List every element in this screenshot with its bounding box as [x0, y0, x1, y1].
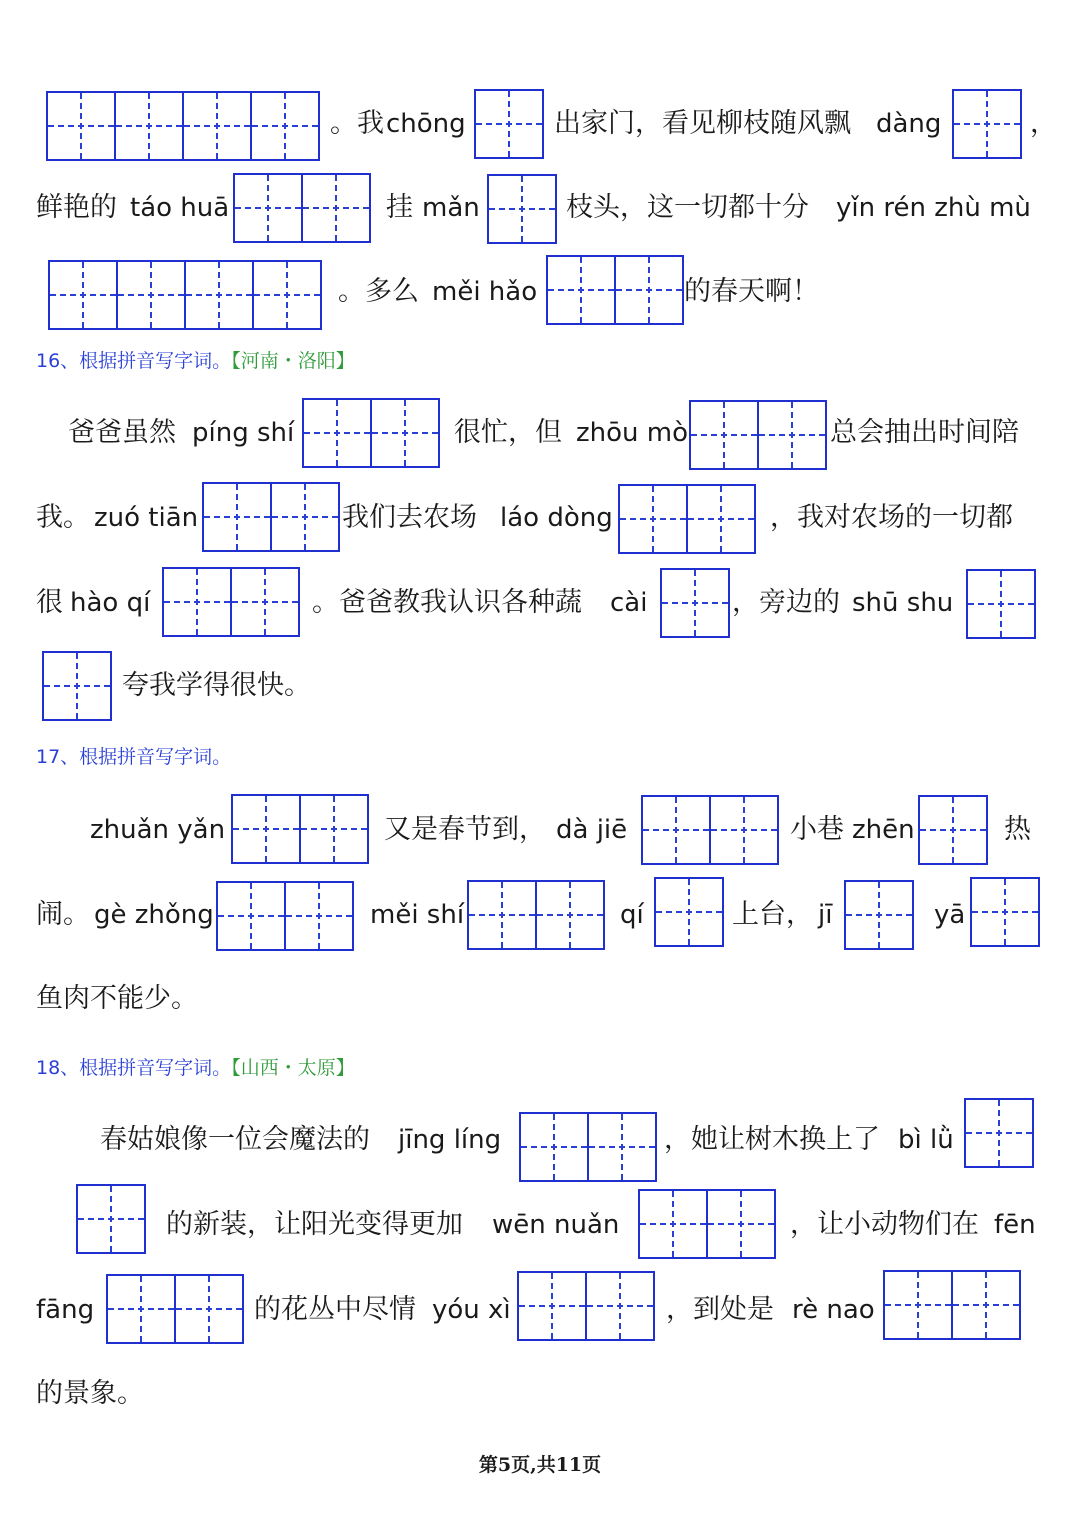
- text: 的春天啊！: [684, 276, 819, 307]
- text: 的景象。: [36, 1378, 144, 1409]
- pinyin: dàng: [876, 109, 942, 139]
- answer-grid-2[interactable]: [231, 794, 367, 862]
- source-tag: 【河南・洛阳】: [231, 350, 355, 372]
- pinyin: rè nao: [792, 1295, 875, 1325]
- answer-grid-2[interactable]: [546, 255, 682, 323]
- answer-grid-2[interactable]: [618, 484, 754, 552]
- pinyin: mǎn: [422, 193, 480, 223]
- text: ，我对农场的一切都: [770, 502, 1013, 533]
- text: ，让小动物们在: [790, 1209, 979, 1240]
- pinyin: zhēn: [852, 815, 915, 845]
- text: 很忙，但: [454, 417, 562, 448]
- answer-grid-2[interactable]: [519, 1112, 655, 1180]
- answer-grid-1[interactable]: [966, 569, 1034, 637]
- question-heading: [36, 347, 355, 375]
- source-tag: 【山西・太原】: [231, 1057, 355, 1079]
- pinyin: wēn nuǎn: [492, 1210, 620, 1240]
- text: ，: [1030, 108, 1057, 139]
- pinyin: shū shu: [852, 588, 954, 618]
- text: 枝头，这一切都十分: [566, 192, 809, 223]
- pinyin: jī: [818, 900, 833, 930]
- pinyin: dà jiē: [556, 815, 628, 845]
- answer-grid-1[interactable]: [970, 877, 1038, 945]
- heading-text: 18、根据拼音写字词。: [36, 1057, 232, 1079]
- answer-grid-2[interactable]: [883, 1270, 1019, 1338]
- answer-grid-1[interactable]: [964, 1098, 1032, 1166]
- text: 。多么: [338, 276, 419, 307]
- pinyin: gè zhǒng: [94, 900, 214, 930]
- pinyin: yā: [934, 900, 966, 930]
- text: 鱼肉不能少。: [36, 983, 198, 1014]
- answer-grid-2[interactable]: [638, 1189, 774, 1257]
- pinyin: fāng: [36, 1295, 95, 1325]
- answer-grid-1[interactable]: [660, 568, 728, 636]
- answer-grid-2[interactable]: [467, 880, 603, 948]
- text: 我。: [36, 502, 90, 533]
- pinyin: zuó tiān: [94, 503, 199, 533]
- text: ，旁边的: [732, 587, 840, 618]
- question-heading: [36, 1054, 355, 1082]
- answer-grid-2[interactable]: [641, 795, 777, 863]
- answer-grid-1[interactable]: [487, 174, 555, 242]
- text: 。爸爸教我认识各种蔬: [312, 587, 582, 618]
- answer-grid-4[interactable]: [48, 260, 320, 328]
- pinyin: táo huā: [130, 193, 230, 223]
- page-number: 第5页,共11页: [478, 1454, 602, 1476]
- pinyin: láo dòng: [500, 503, 613, 533]
- answer-grid-1[interactable]: [42, 651, 110, 719]
- answer-grid-2[interactable]: [517, 1271, 653, 1339]
- answer-grid-1[interactable]: [952, 89, 1020, 157]
- pinyin: bì lǜ: [898, 1125, 954, 1155]
- text: 又是春节到，: [384, 814, 546, 845]
- text: 小巷: [790, 814, 844, 845]
- text: 热: [1004, 814, 1031, 845]
- text: 上台，: [732, 899, 813, 930]
- text: 总会抽出时间陪: [830, 417, 1019, 448]
- pinyin: jīng líng: [398, 1125, 502, 1155]
- pinyin: měi hǎo: [432, 277, 538, 307]
- text: 鲜艳的: [36, 192, 117, 223]
- pinyin: yǐn rén zhù mù: [836, 193, 1031, 223]
- text: 出家门，看见柳枝随风飘: [554, 108, 851, 139]
- text: 闹。: [36, 899, 90, 930]
- pinyin: chōng: [386, 109, 466, 139]
- heading-text: 16、根据拼音写字词。: [36, 350, 232, 372]
- text: 。我: [330, 108, 384, 139]
- answer-grid-1[interactable]: [844, 880, 912, 948]
- text: 挂: [386, 192, 413, 223]
- answer-grid-1[interactable]: [76, 1184, 144, 1252]
- text: 夸我学得很快。: [122, 670, 311, 701]
- text: 很: [36, 587, 63, 618]
- text: 的花丛中尽情: [254, 1294, 416, 1325]
- pinyin: qí: [620, 900, 644, 930]
- pinyin: hào qí: [70, 588, 151, 618]
- text: 爸爸虽然: [68, 417, 176, 448]
- pinyin: píng shí: [192, 418, 295, 448]
- text: ，她让树木换上了: [664, 1124, 880, 1155]
- pinyin: měi shí: [370, 900, 465, 930]
- pinyin: fēn: [994, 1210, 1036, 1240]
- text: 我们去农场: [342, 502, 477, 533]
- answer-grid-2[interactable]: [302, 398, 438, 466]
- answer-grid-2[interactable]: [162, 567, 298, 635]
- pinyin: zhōu mò: [576, 418, 689, 448]
- answer-grid-1[interactable]: [654, 877, 722, 945]
- pinyin: yóu xì: [432, 1295, 511, 1325]
- answer-grid-2[interactable]: [216, 881, 352, 949]
- question-heading: [36, 743, 231, 771]
- answer-grid-2[interactable]: [202, 482, 338, 550]
- heading-text: 17、根据拼音写字词。: [36, 746, 232, 768]
- pinyin: cài: [610, 588, 648, 618]
- text: 春姑娘像一位会魔法的: [100, 1124, 370, 1155]
- text: 的新装，让阳光变得更加: [166, 1209, 463, 1240]
- answer-grid-4[interactable]: [46, 91, 318, 159]
- answer-grid-2[interactable]: [689, 400, 825, 468]
- answer-grid-2[interactable]: [106, 1274, 242, 1342]
- answer-grid-2[interactable]: [233, 173, 369, 241]
- answer-grid-1[interactable]: [474, 89, 542, 157]
- pinyin: zhuǎn yǎn: [90, 815, 226, 845]
- answer-grid-1[interactable]: [918, 795, 986, 863]
- text: ，到处是: [666, 1294, 774, 1325]
